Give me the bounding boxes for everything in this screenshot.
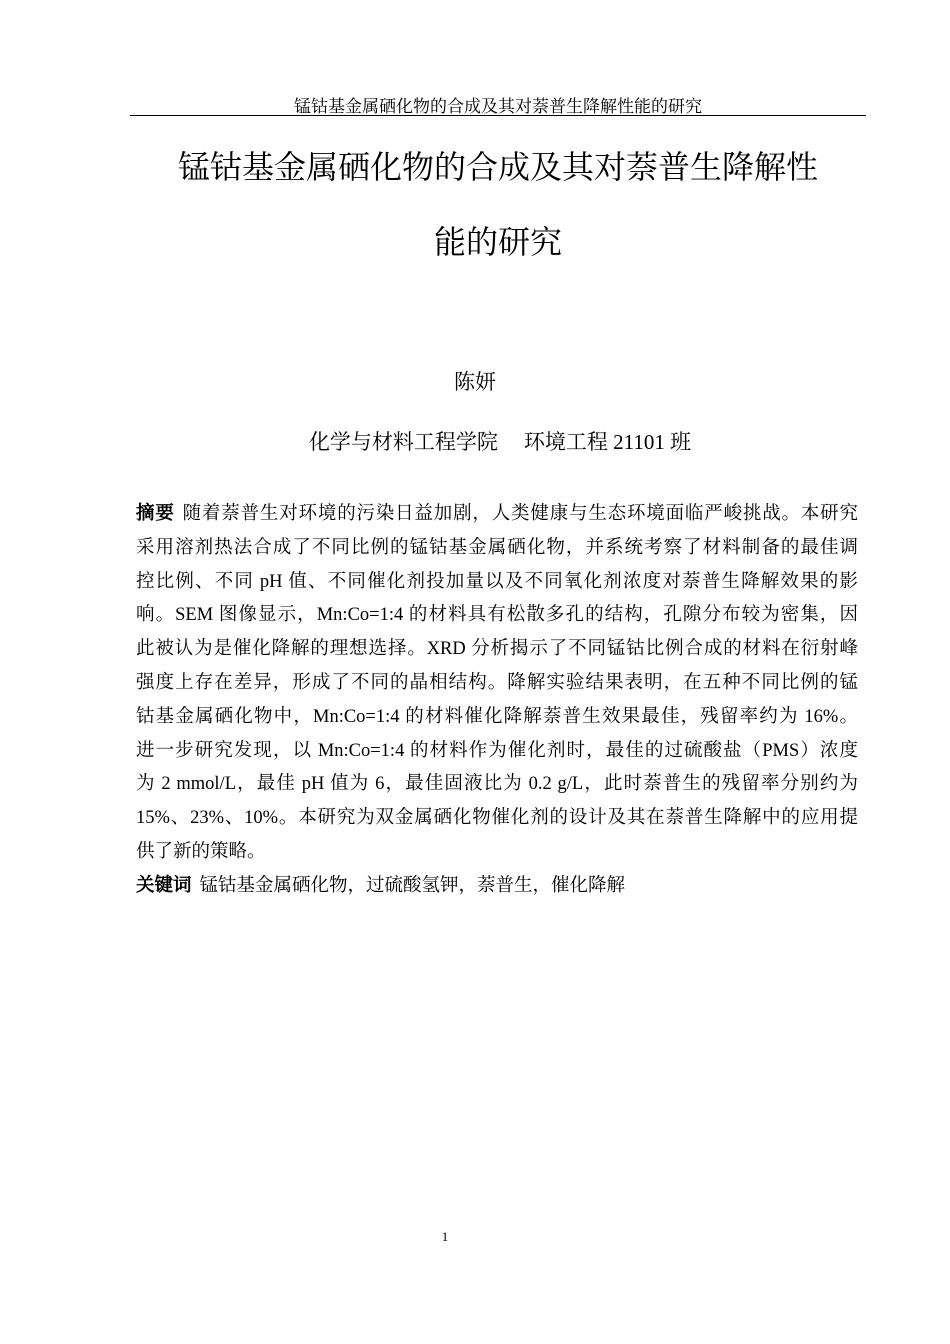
abstract-line: 控比例、不同 pH 值、不同催化剂投加量以及不同氧化剂浓度对萘普生降解效果的影 (136, 571, 858, 592)
keywords (136, 872, 858, 906)
abstract-line: 为 2 mmol/L，最佳 pH 值为 6，最佳固液比为 0.2 g/L，此时萘普生的残留率分别约为 (136, 774, 858, 795)
abstract-line: 钴基金属硒化物中，Mn:Co=1:4 的材料催化降解萘普生效果最佳，残留率约为 16%。 (136, 706, 858, 727)
abstract (136, 500, 858, 906)
abstract-line: 15%、23%、10%。本研究为双金属硒化物催化剂的设计及其在萘普生降解中的应用提 (136, 808, 858, 829)
abstract-label: 摘要 (136, 503, 175, 524)
school: 化学与材料工程学院 (308, 430, 498, 454)
affiliation (0, 426, 950, 456)
abstract-line: 供了新的策略。 (136, 841, 266, 862)
class: 环境工程 21101 班 (523, 430, 692, 454)
abstract-line: 强度上存在差异，形成了不同的晶相结构。降解实验结果表明，在五种不同比例的锰 (136, 672, 858, 693)
abstract-line: 响。SEM 图像显示，Mn:Co=1:4 的材料具有松散多孔的结构，孔隙分布较为密集，因 (136, 605, 858, 626)
header-rule (130, 115, 866, 116)
page-number: 1 (441, 1229, 449, 1244)
abstract-line: 摘要 随着萘普生对环境的污染日益加剧，人类健康与生态环境面临严峻挑战。本研究 (136, 503, 858, 524)
title-line-2: 能的研究 (433, 223, 562, 261)
title-line-1: 锰钴基金属硒化物的合成及其对萘普生降解性 (177, 148, 818, 186)
author: 陈妍 (454, 370, 496, 394)
abstract-line: 采用溶剂热法合成了不同比例的锰钴基金属硒化物，并系统考察了材料制备的最佳调 (136, 537, 858, 558)
running-header: 锰钴基金属硒化物的合成及其对萘普生降解性能的研究 (294, 97, 702, 116)
keywords-text: 锰钴基金属硒化物，过硫酸氢钾，萘普生，催化降解 (199, 875, 626, 896)
abstract-line: 进一步研究发现，以 Mn:Co=1:4 的材料作为催化剂时，最佳的过硫酸盐（PMS）浓度 (136, 740, 858, 761)
abstract-line: 此被认为是催化降解的理想选择。XRD 分析揭示了不同锰钴比例合成的材料在衍射峰 (136, 639, 858, 660)
keywords-label: 关键词 (136, 874, 192, 896)
